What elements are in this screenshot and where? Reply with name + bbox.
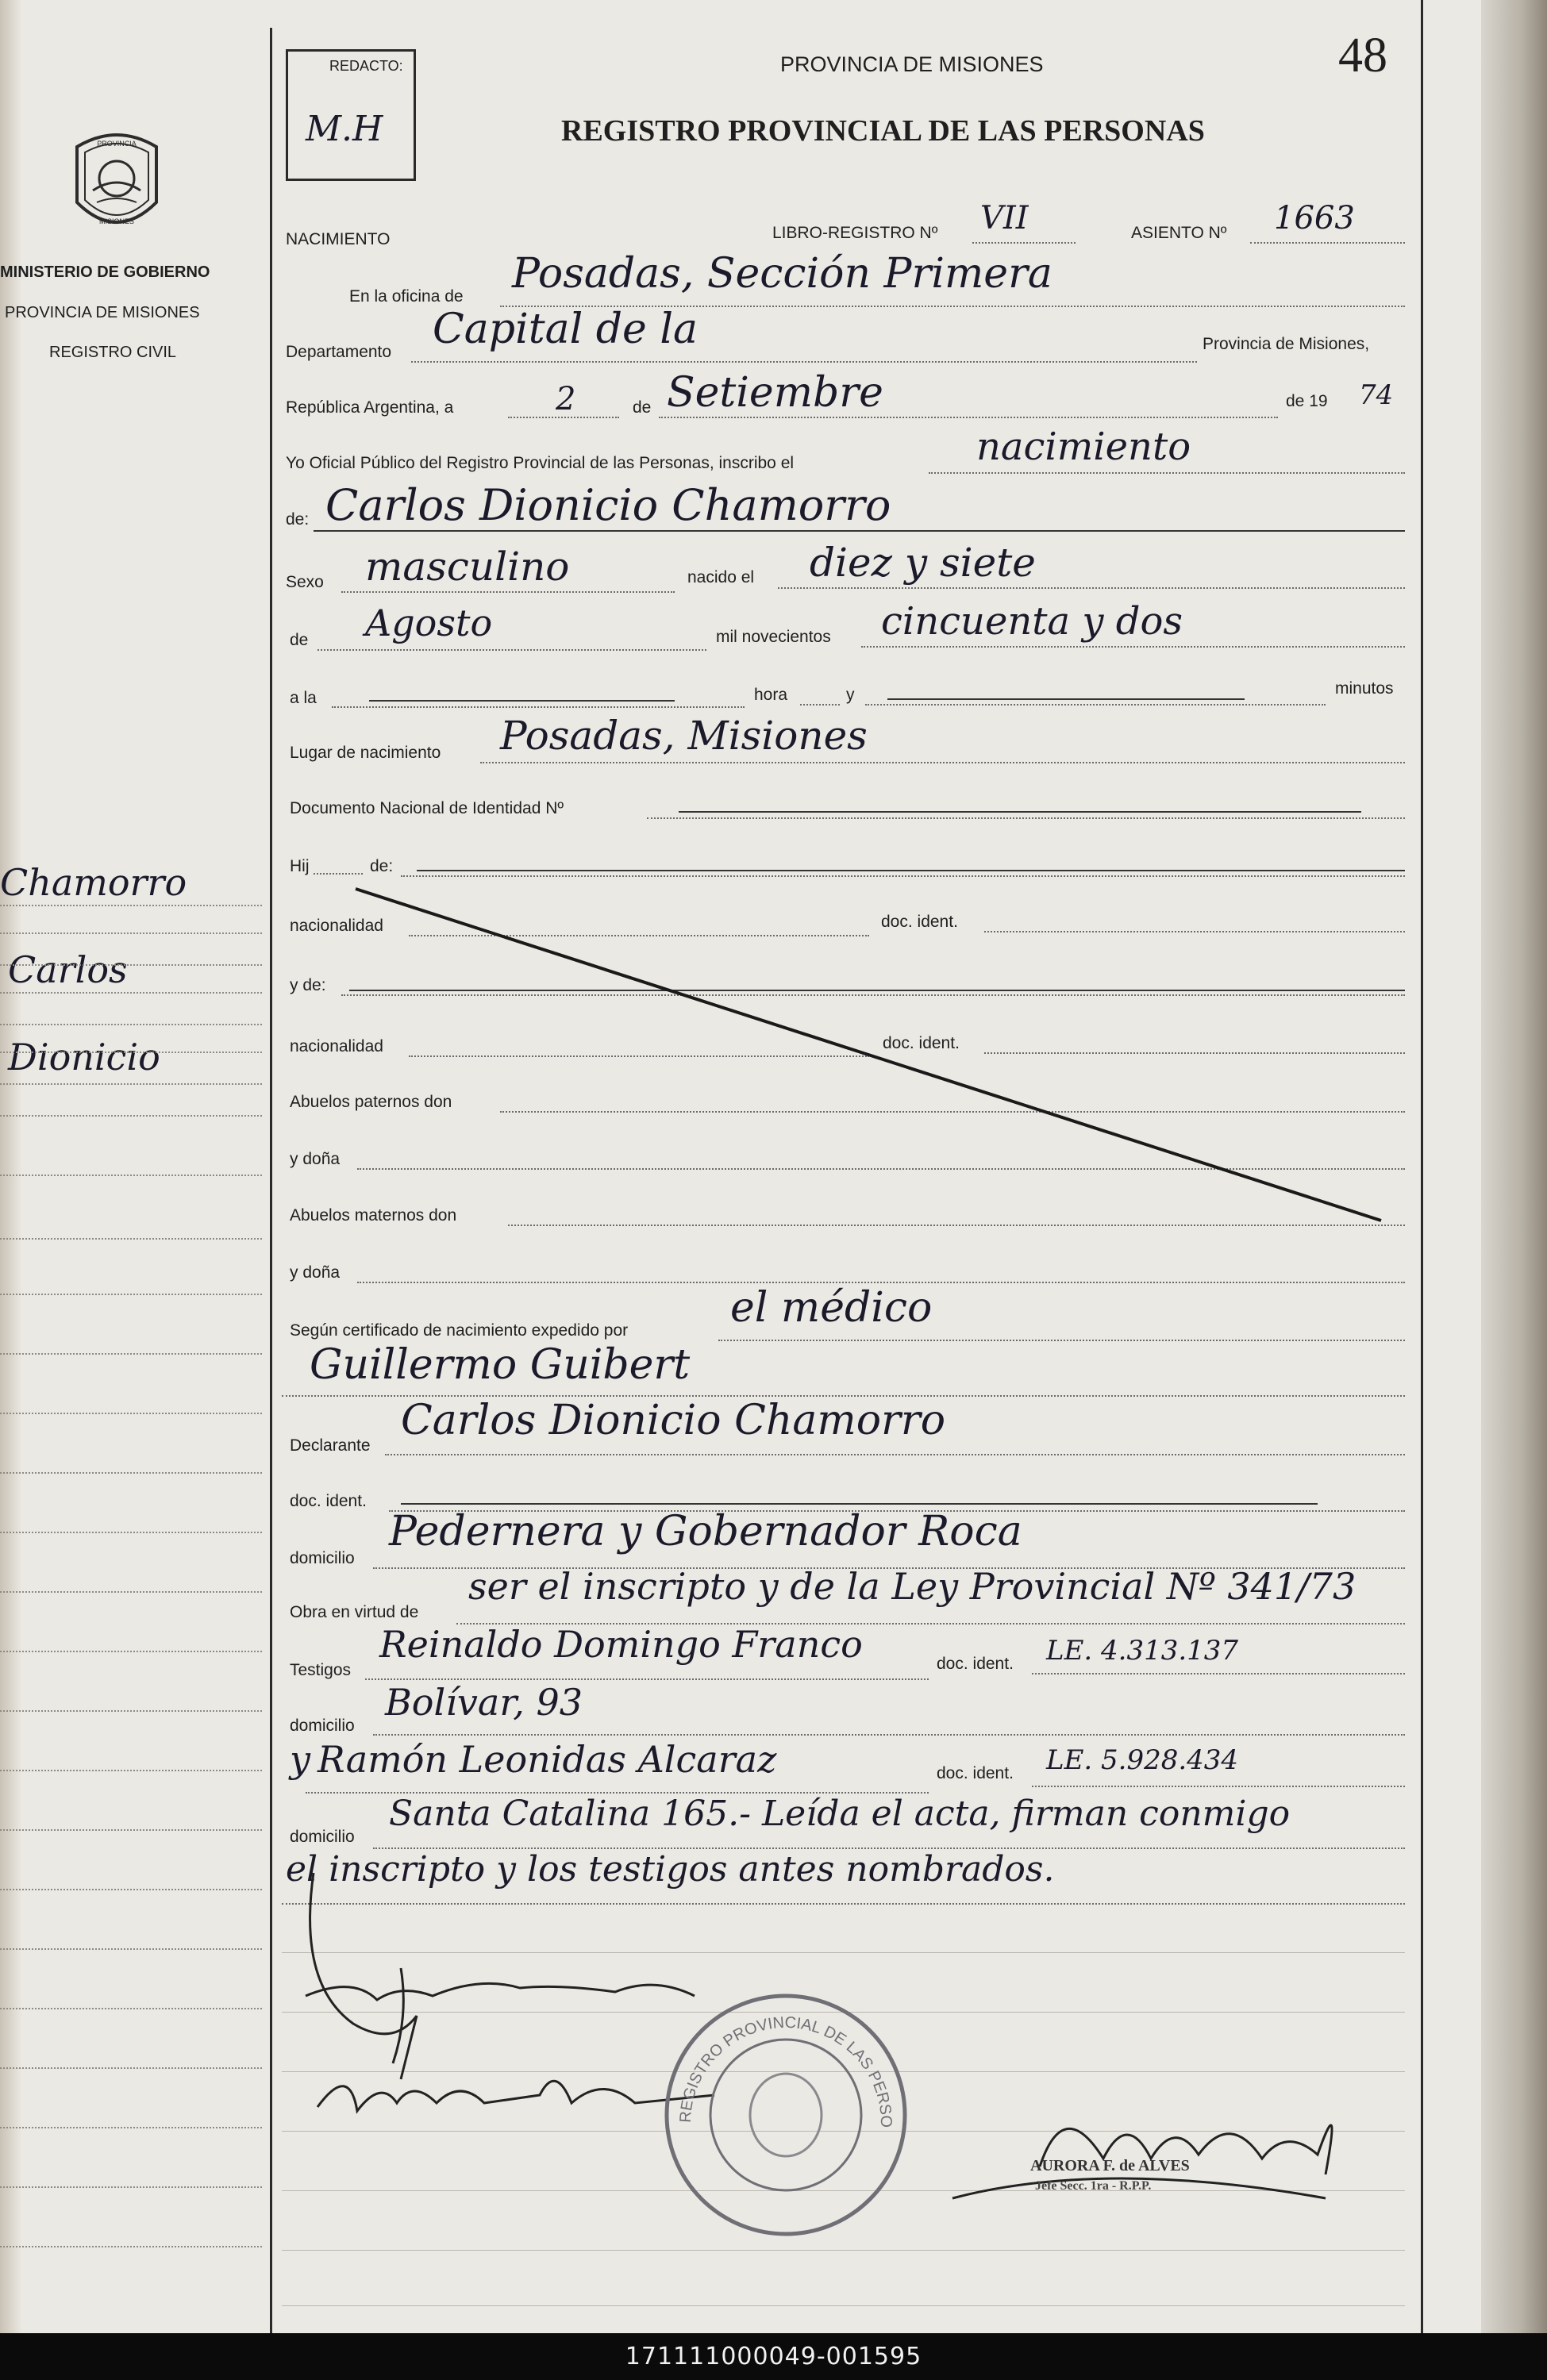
docident3-strike [401, 1503, 1318, 1505]
hij-de-label: de: [370, 857, 394, 875]
official-round-stamp [659, 1988, 913, 2242]
nacido-value: diez y siete [810, 540, 1036, 586]
libro-value: VII [980, 200, 1029, 236]
testigo1-dom: Bolívar, 93 [385, 1681, 583, 1724]
testigo1-doc-line [1032, 1673, 1405, 1674]
anio-label: de 19 [1286, 392, 1328, 410]
hora-label: hora [754, 686, 788, 704]
docident3-label: doc. ident. [290, 1492, 367, 1510]
margin-given-name-1: Carlos [8, 948, 128, 991]
oficial-label: Yo Oficial Público del Registro Provincial de las Personas, inscribo el [286, 454, 795, 472]
official-name: AURORA F. de ALVES [1030, 2157, 1190, 2174]
departamento-label: Departamento [286, 343, 392, 361]
nacionalidad-label: nacionalidad [290, 917, 383, 935]
official-signature-icon [945, 2079, 1421, 2230]
ydona-label: y doña [290, 1150, 341, 1168]
obra-label: Obra en virtud de [290, 1603, 419, 1621]
redacto-value: M.H [306, 109, 383, 149]
provincia-label: Provincia de Misiones, [1203, 335, 1370, 353]
ala-label: a la [290, 689, 317, 707]
domicilio2-label: domicilio [290, 1717, 355, 1735]
oficial-value: nacimiento [976, 425, 1191, 469]
nombre-de-label: de: [286, 510, 310, 529]
domicilio-value: Pedernera y Gobernador Roca [389, 1508, 1022, 1555]
testigo1-line [365, 1678, 929, 1680]
record-type-label: NACIMIENTO [286, 230, 391, 248]
oficina-label: En la oficina de [349, 287, 464, 306]
sexo-value: masculino [365, 544, 570, 590]
anio-nac-value: cincuenta y dos [881, 599, 1183, 644]
declarante-line [385, 1454, 1405, 1455]
dia-value: 2 [556, 381, 576, 417]
redacto-label: REDACTO: [329, 58, 403, 74]
testigo2-doc: LE. 5.928.434 [1046, 1744, 1239, 1776]
asiento-label: ASIENTO Nº [1131, 224, 1227, 242]
ydona2-label: y doña [290, 1263, 341, 1282]
lugar-label: Lugar de nacimiento [290, 744, 441, 762]
testigo1-value: Reinaldo Domingo Franco [379, 1623, 863, 1666]
docident5-label: doc. ident. [937, 1764, 1014, 1782]
anio-value: 74 [1359, 379, 1394, 411]
domicilio2-line [373, 1734, 1405, 1736]
declarante-value: Carlos Dionicio Chamorro [401, 1397, 946, 1444]
svg-text:PROVINCIA: PROVINCIA [97, 140, 137, 148]
image-id-bar [0, 2333, 1547, 2380]
closing-text: el inscripto y los testigos antes nombrados. [286, 1849, 1055, 1890]
svg-text:MISIONES: MISIONES [98, 217, 135, 225]
departamento-value: Capital de la [433, 306, 698, 353]
medico-value: Guillermo Guibert [310, 1341, 691, 1389]
abuelos-paternos-label: Abuelos paternos don [290, 1093, 452, 1111]
docident-label: doc. ident. [881, 913, 958, 931]
blank-rule [282, 2250, 1405, 2251]
mil-label: mil novecientos [716, 628, 831, 646]
page-number: 48 [1338, 29, 1387, 83]
nombre-value: Carlos Dionicio Chamorro [325, 480, 891, 530]
lugar-value: Posadas, Misiones [500, 713, 868, 759]
province-label: PROVINCIA DE MISIONES [5, 304, 200, 321]
page-title: REGISTRO PROVINCIAL DE LAS PERSONAS [561, 114, 1205, 148]
testigo2-prefix: y [290, 1738, 310, 1781]
official-role: Jefe Secc. 1ra - R.P.P. [1035, 2179, 1152, 2193]
margin-given-name-2: Dionicio [8, 1036, 160, 1078]
domicilio-label: domicilio [290, 1549, 355, 1567]
svg-text:REGISTRO PROVINCIAL DE LAS PER: REGISTRO PROVINCIAL DE LAS PERSO [676, 2013, 895, 2128]
republica-label: República Argentina, a [286, 398, 454, 417]
libro-label: LIBRO-REGISTRO Nº [772, 224, 938, 242]
yde-label: y de: [290, 976, 326, 994]
de-label: de [633, 398, 652, 417]
sexo-label: Sexo [286, 573, 324, 591]
domicilio3-label: domicilio [290, 1828, 355, 1846]
mes-nac-value: Agosto [365, 602, 493, 644]
mes-value: Setiembre [667, 369, 883, 417]
hij-label: Hij [290, 857, 310, 875]
de-mes-label: de [290, 631, 309, 649]
ministry-label: MINISTERIO DE GOBIERNO [0, 263, 210, 281]
header-province: PROVINCIA DE MISIONES [780, 52, 1044, 76]
asiento-value: 1663 [1274, 200, 1355, 236]
testigos-label: Testigos [290, 1661, 352, 1679]
certificado-label: Según certificado de nacimiento expedido por [290, 1321, 629, 1340]
abuelos-maternos-label: Abuelos maternos don [290, 1206, 457, 1225]
docident2-label: doc. ident. [883, 1034, 960, 1052]
declarante-label: Declarante [290, 1436, 371, 1455]
dni-label: Documento Nacional de Identidad Nº [290, 799, 564, 817]
y-label: y [846, 686, 855, 704]
obra-value: ser el inscripto y de la Ley Provincial Nº 341/73 [468, 1565, 1357, 1608]
testigo2-doc-line [1032, 1786, 1405, 1787]
nacionalidad2-label: nacionalidad [290, 1037, 383, 1055]
nacido-label: nacido el [687, 568, 755, 586]
docident4-label: doc. ident. [937, 1655, 1014, 1673]
registry-label: REGISTRO CIVIL [49, 344, 177, 361]
certificado-line [718, 1340, 1405, 1341]
blank-rule [282, 2305, 1405, 2306]
oficina-value: Posadas, Sección Primera [512, 250, 1052, 298]
testigo1-doc: LE. 4.313.137 [1046, 1635, 1239, 1667]
testigo2-dom: Santa Catalina 165.- Leída el acta, firman conmigo [389, 1794, 1291, 1834]
minutos-label: minutos [1335, 679, 1394, 698]
testigo2-value: Ramón Leonidas Alcaraz [317, 1738, 777, 1781]
book-edge [1481, 0, 1547, 2333]
margin-surname: Chamorro [0, 861, 187, 904]
certificado-value: el médico [730, 1284, 933, 1332]
image-id: 171111000049-001595 [625, 2343, 922, 2370]
